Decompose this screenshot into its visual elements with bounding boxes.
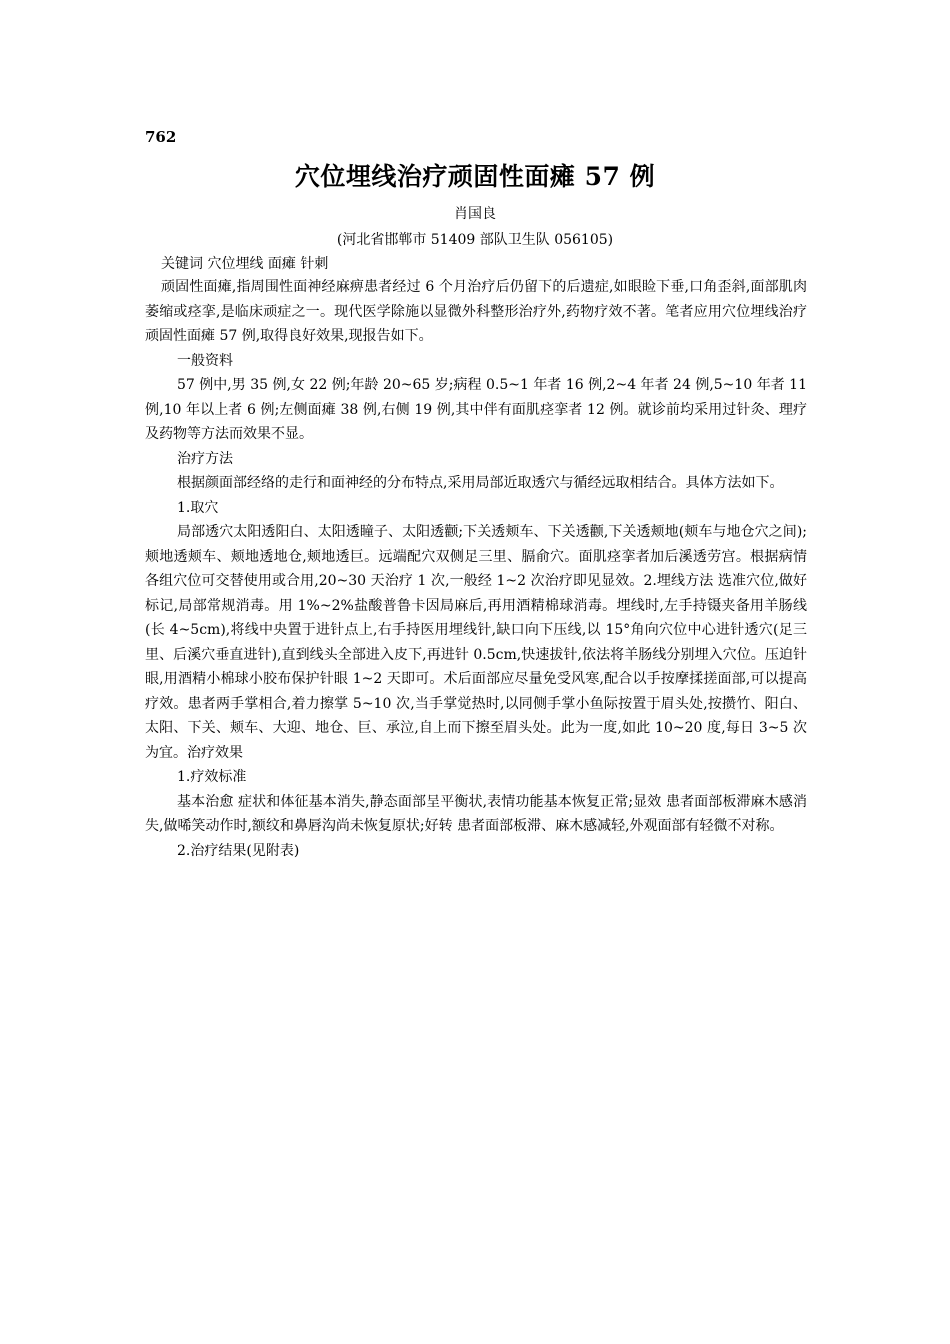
criteria-paragraph: 基本治愈 症状和体征基本消失,静态面部呈平衡状,表情功能基本恢复正常;显效 患者面部板滞麻木感消失,做唏笑动作时,额纹和鼻唇沟尚未恢复原状;好转 患者面部板滞、麻木感减轻,外观面部有轻微不对称。 [145, 793, 807, 834]
page-number: 762 [145, 128, 177, 146]
general-info-paragraph: 57 例中,男 35 例,女 22 例;年龄 20~65 岁;病程 0.5~1 年者 16 例,2~4 年者 24 例,5~10 年者 11 例,10 年以上者 6 例;左侧面瘫 38 例,右侧 19 例,其中伴有面肌痉挛者 12 例。就诊前均采用过针灸、理疗及药物等方法而效果不显。 [145, 377, 807, 442]
section-heading-general: 一般资料 [177, 352, 233, 369]
acupoints-paragraph: 局部透穴太阳透阳白、太阳透瞳子、太阳透颧;下关透颊车、下关透颧,下关透颊地(颊车与地仓穴之间);颊地透颊车、颊地透地仓,颊地透巨。远端配穴双侧足三里、膈俞穴。面肌痉挛者加后溪透劳宫。根据病情各组穴位可交替使用或合用,20~30 天治疗 1 次,一般经 1~2 次治疗即见显效。2.埋线方法 选准穴位,做好标记,局部常规消毒。用 1%~2%盐酸普鲁卡因局麻后,再用酒精棉球消毒。埋线时,左手持镊夹备用羊肠线(长 4~5cm),将线中央置于进针点上,右手持医用埋线针,缺口向下压线,以 15°角向穴位中心进针透穴(足三里、后溪穴垂直进针),直到线头全部进入皮下,再进针 0.5cm,快速拔针,依法将羊肠线分别埋入穴位。压迫针眼,用酒精小棉球小胶布保护针眼 1~2 天即可。术后面部应尽量免受风寒,配合以手按摩揉搓面部,可以提高疗效。患者两手掌相合,着力擦掌 5~10 次,当手掌觉热时,以同侧手掌小鱼际按置于眉头处,按攒竹、阳白、太阳、下关、颊车、大迎、地仓、巨、承泣,自上而下擦至眉头处。此为一度,如此 10~20 度,每日 3~5 次为宜。治疗效果 [145, 524, 807, 761]
subheading-results: 2.治疗结果(见附表) [177, 842, 300, 859]
section-heading-treatment: 治疗方法 [177, 450, 233, 467]
treatment-paragraph: 根据颜面部经络的走行和面神经的分布特点,采用局部近取透穴与循经远取相结合。具体方法如下。 [177, 475, 784, 491]
paper-title: 穴位埋线治疗顽固性面瘫 57 例 [294, 162, 656, 191]
affiliation: (河北省邯郸市 51409 部队卫生队 056105) [336, 232, 614, 248]
intro-paragraph: 顽固性面瘫,指周围性面神经麻痹患者经过 6 个月治疗后仍留下的后遗症,如眼睑下垂,口角歪斜,面部肌肉萎缩或痉挛,是临床顽症之一。现代医学除施以显微外科整形治疗外,药物疗效不著。笔者应用穴位埋线治疗顽固性面瘫 57 例,取得良好效果,现报告如下。 [145, 279, 807, 344]
keywords: 关键词 穴位埋线 面瘫 针刺 [161, 256, 329, 272]
author: 肖国良 [454, 206, 496, 222]
subheading-criteria: 1.疗效标准 [177, 769, 247, 785]
article-body [145, 275, 807, 863]
subheading-acupoints: 1.取穴 [177, 499, 219, 516]
